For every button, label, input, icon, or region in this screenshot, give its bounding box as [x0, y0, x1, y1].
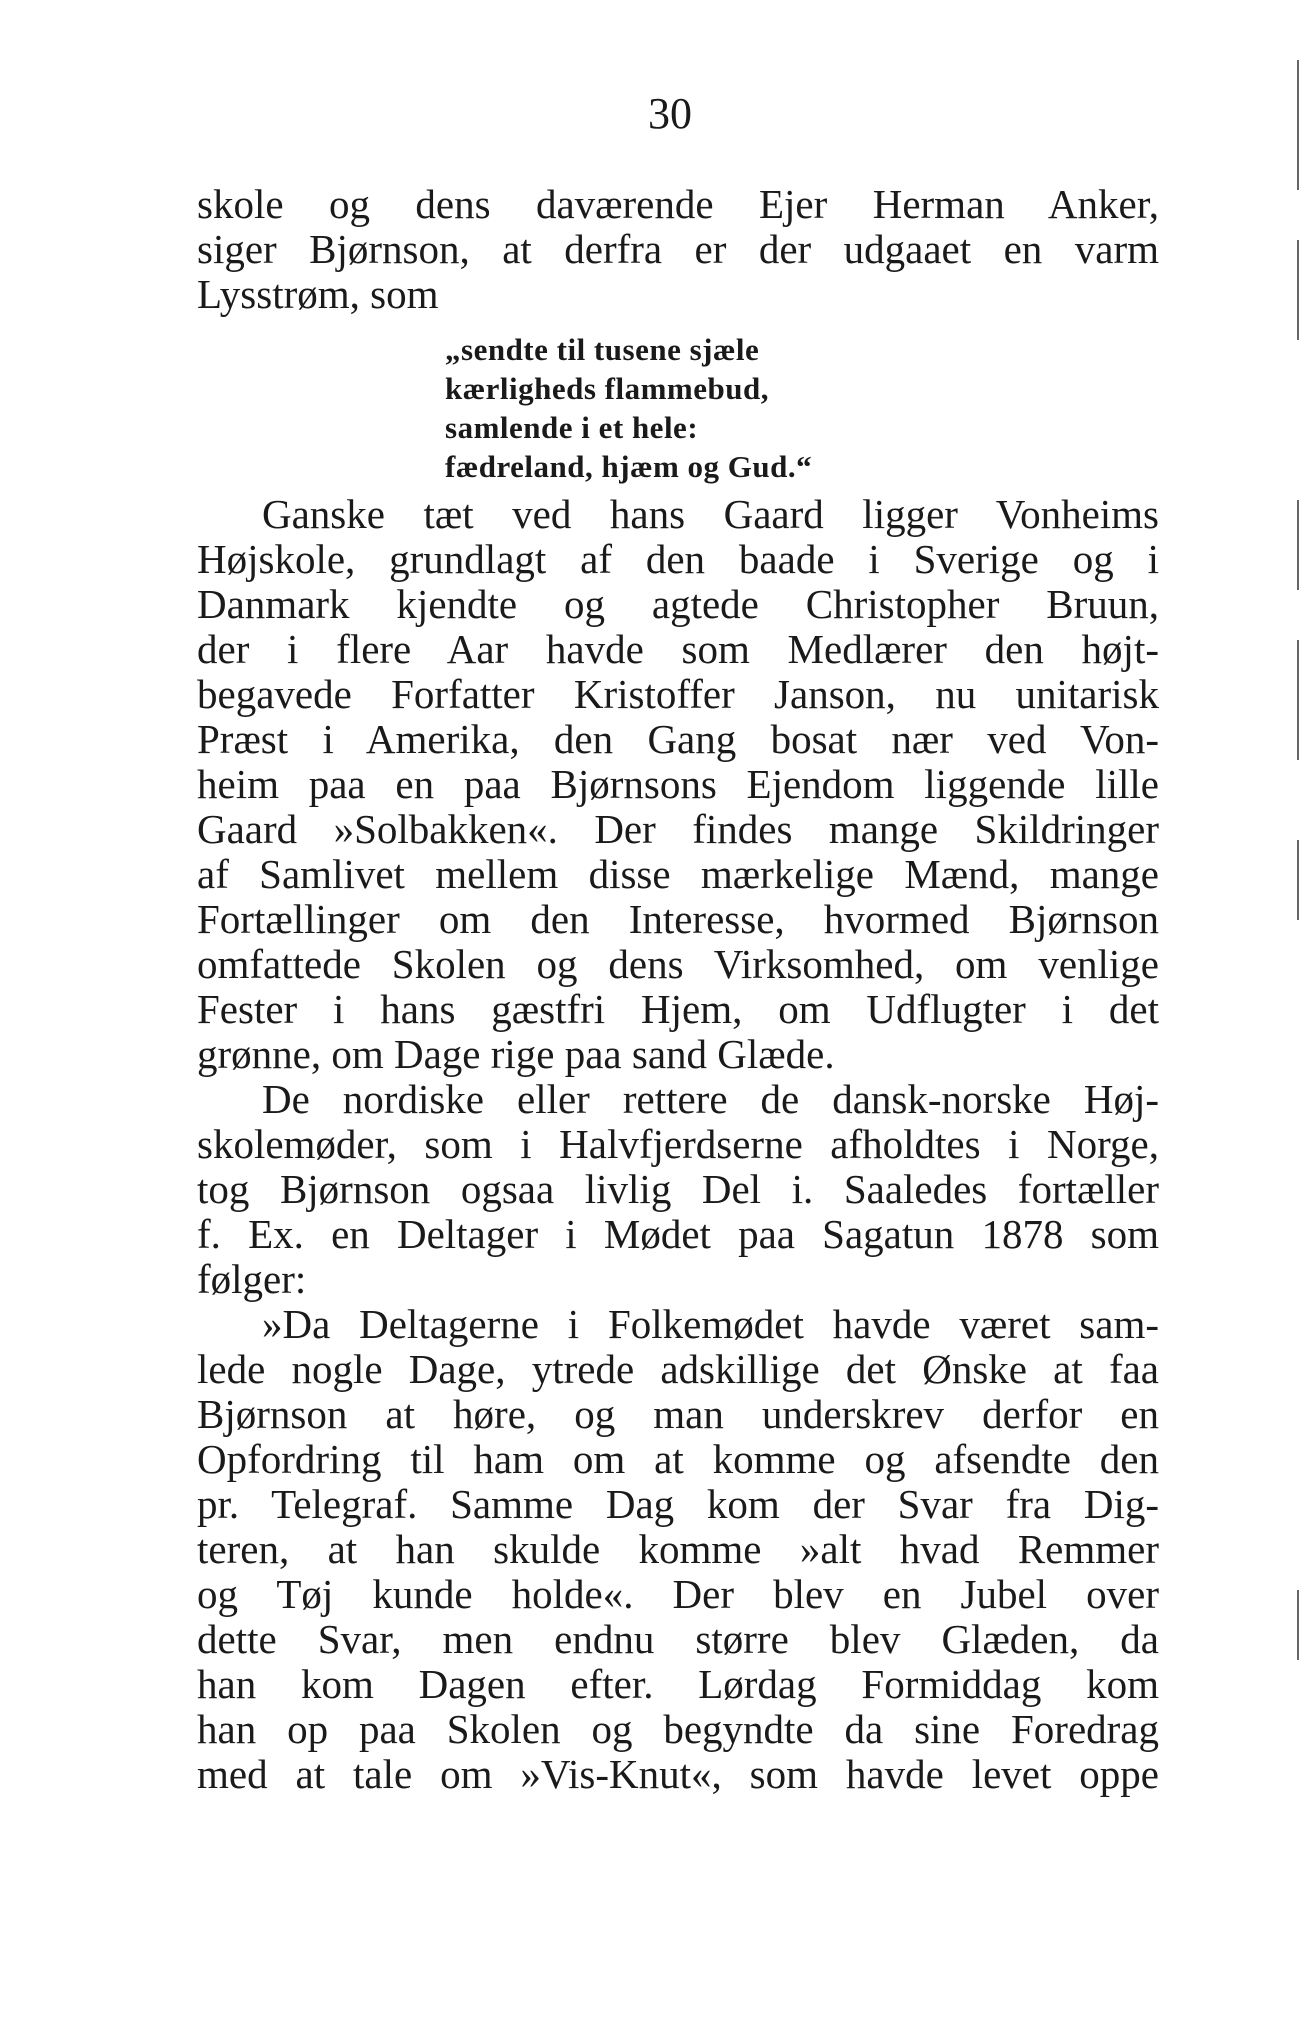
text-line: f. Ex. en Deltager i Mødet paa Sagatun 1878 som — [197, 1211, 1159, 1257]
verse-line: fædreland, hjæm og Gud.“ — [445, 449, 813, 484]
text-line: begavede Forfatter Kristoffer Janson, nu unitarisk — [197, 671, 1159, 717]
text-line: pr. Telegraf. Samme Dag kom der Svar fra Dig- — [197, 1481, 1159, 1527]
text-line: med at tale om »Vis-Knut«, som havde levet oppe — [197, 1751, 1159, 1797]
text-line: Ganske tæt ved hans Gaard ligger Vonheims — [262, 491, 1159, 537]
text-line: skole og dens daværende Ejer Herman Anker, — [197, 181, 1159, 227]
scan-edge-mark — [1297, 240, 1299, 340]
text-line: skolemøder, som i Halvfjerdserne afholdtes i Norge, — [197, 1121, 1159, 1167]
text-line: Danmark kjendte og agtede Christopher Bruun, — [197, 581, 1159, 627]
scan-edge-mark — [1297, 840, 1299, 920]
verse-line: kærligheds flammebud, — [445, 371, 769, 406]
text-line: der i flere Aar havde som Medlærer den højt- — [197, 626, 1159, 672]
scan-edge-mark — [1297, 60, 1299, 190]
scan-edge-mark — [1297, 640, 1299, 760]
scan-edge-mark — [1297, 1590, 1299, 1660]
scan-edge-mark — [1297, 500, 1299, 590]
text-line: dette Svar, men endnu større blev Glæden, da — [197, 1616, 1159, 1662]
text-line: Fortællinger om den Interesse, hvormed Bjørnson — [197, 896, 1159, 942]
text-line: Bjørnson at høre, og man underskrev derfor en — [197, 1391, 1159, 1437]
text-line: teren, at han skulde komme »alt hvad Remmer — [197, 1526, 1159, 1572]
verse-line: „sendte til tusene sjæle — [445, 332, 760, 367]
text-line: tog Bjørnson ogsaa livlig Del i. Saaledes fortæller — [197, 1166, 1159, 1212]
text-line: og Tøj kunde holde«. Der blev en Jubel over — [197, 1571, 1159, 1617]
page-number: 30 — [648, 89, 692, 138]
text-line: »Da Deltagerne i Folkemødet havde været sam- — [262, 1301, 1159, 1347]
text-line: han op paa Skolen og begyndte da sine Foredrag — [197, 1706, 1159, 1752]
text-line: lede nogle Dage, ytrede adskillige det Ønske at faa — [197, 1346, 1159, 1392]
verse-line: samlende i et hele: — [445, 410, 699, 445]
text-line: Fester i hans gæstfri Hjem, om Udflugter i det — [197, 986, 1159, 1032]
text-line: af Samlivet mellem disse mærkelige Mænd, mange — [197, 851, 1159, 897]
text-line: De nordiske eller rettere de dansk-norske Høj- — [262, 1076, 1159, 1122]
text-line: Opfordring til ham om at komme og afsendte den — [197, 1436, 1159, 1482]
text-line: Lysstrøm, som — [197, 271, 439, 317]
text-line: heim paa en paa Bjørnsons Ejendom liggende lille — [197, 761, 1159, 807]
text-line: følger: — [197, 1256, 307, 1302]
text-line: Præst i Amerika, den Gang bosat nær ved Von- — [197, 716, 1159, 762]
text-line: Højskole, grundlagt af den baade i Sverige og i — [197, 536, 1159, 582]
text-line: siger Bjørnson, at derfra er der udgaaet en varm — [197, 226, 1159, 272]
text-line: omfattede Skolen og dens Virksomhed, om venlige — [197, 941, 1159, 987]
text-line: grønne, om Dage rige paa sand Glæde. — [197, 1031, 835, 1077]
text-line: Gaard »Solbakken«. Der findes mange Skildringer — [197, 806, 1159, 852]
text-line: han kom Dagen efter. Lørdag Formiddag kom — [197, 1661, 1159, 1707]
